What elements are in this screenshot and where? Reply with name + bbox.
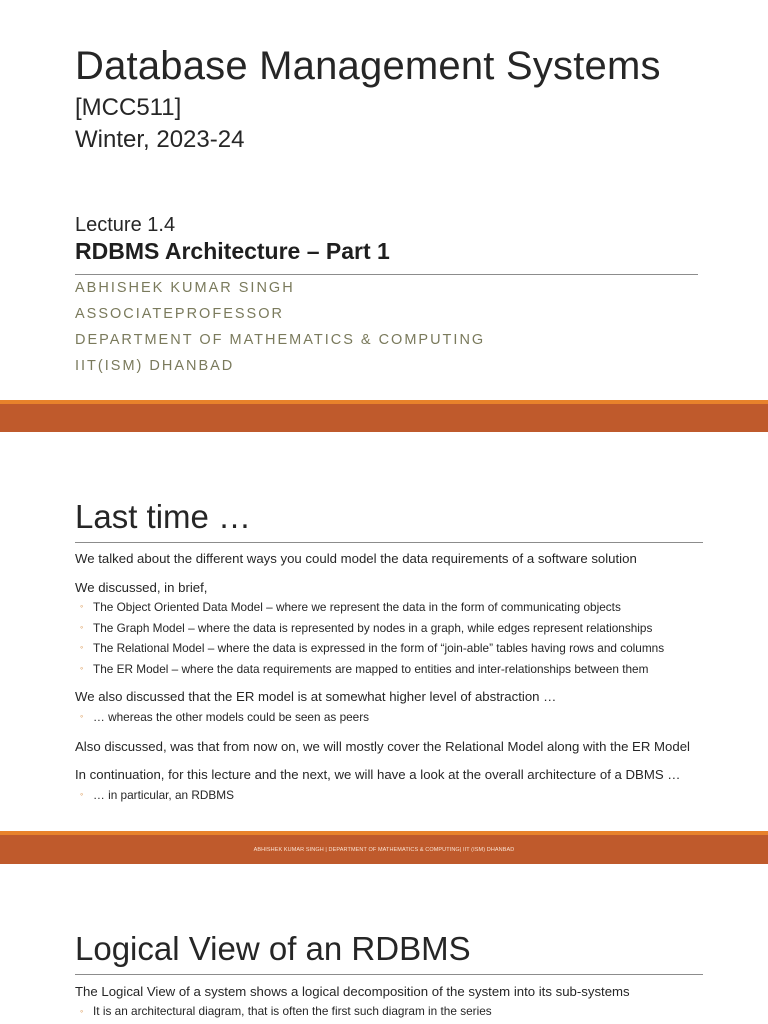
- title-divider: [75, 274, 698, 275]
- course-code: [MCC511]: [75, 94, 182, 121]
- author-department: DEPARTMENT OF MATHEMATICS & COMPUTING: [75, 332, 486, 348]
- title-slide: [0, 0, 768, 432]
- list-item: In continuation, for this lecture and the next, we will have a look at the overall architecture of a DBMS …: [75, 767, 681, 782]
- recap-slide: [0, 432, 768, 864]
- sub-list-item: … whereas the other models could be seen as peers: [93, 710, 370, 724]
- bullet-marker-icon: ◦: [80, 622, 84, 632]
- slide-heading: Last time …: [75, 498, 252, 535]
- list-item: Also discussed, was that from now on, we will mostly cover the Relational Model along with the ER Model: [75, 739, 690, 754]
- slide-footer: ABHISHEK KUMAR SINGH | DEPARTMENT OF MATHEMATICS & COMPUTING| IIT (ISM) DHANBAD: [253, 847, 515, 853]
- bullet-marker-icon: ◦: [80, 789, 84, 799]
- sub-list-item: The Object Oriented Data Model – where we represent the data in the form of communicating objects: [93, 600, 621, 614]
- bullet-marker-icon: ◦: [80, 663, 84, 673]
- lecture-title: RDBMS Architecture – Part 1: [75, 238, 390, 264]
- sub-list-item: The Graph Model – where the data is represented by nodes in a graph, while edges represent relationships: [93, 621, 653, 635]
- heading-divider: [75, 542, 703, 543]
- slide-heading: Logical View of an RDBMS: [75, 930, 471, 967]
- sub-list-item: It is an architectural diagram, that is often the first such diagram in the series: [93, 1004, 492, 1018]
- bullet-marker-icon: ◦: [80, 1006, 84, 1016]
- bullet-marker-icon: ◦: [80, 642, 84, 652]
- slide-band: [0, 404, 768, 432]
- bullet-marker-icon: ◦: [80, 711, 84, 721]
- list-item: The Logical View of a system shows a logical decomposition of the system into its sub-systems: [75, 984, 630, 999]
- heading-divider: [75, 974, 703, 975]
- author-institute: IIT(ISM) DHANBAD: [75, 358, 235, 374]
- author-position: ASSOCIATEPROFESSOR: [75, 306, 284, 322]
- course-term: Winter, 2023-24: [75, 126, 245, 153]
- course-title: Database Management Systems: [75, 44, 661, 88]
- sub-list-item: The ER Model – where the data requirements are mapped to entities and inter-relationships between them: [93, 662, 649, 676]
- list-item: We talked about the different ways you could model the data requirements of a software solution: [75, 551, 637, 566]
- author-name: ABHISHEK KUMAR SINGH: [75, 280, 295, 296]
- list-item: We discussed, in brief,: [75, 580, 208, 595]
- sub-list-item: … in particular, an RDBMS: [93, 788, 234, 802]
- logical-view-slide: [0, 864, 768, 1024]
- sub-list-item: The Relational Model – where the data is expressed in the form of “join-able” tables having rows and columns: [93, 641, 665, 655]
- bullet-marker-icon: ◦: [80, 601, 84, 611]
- lecture-number: Lecture 1.4: [75, 214, 176, 236]
- list-item: We also discussed that the ER model is at somewhat higher level of abstraction …: [75, 689, 557, 704]
